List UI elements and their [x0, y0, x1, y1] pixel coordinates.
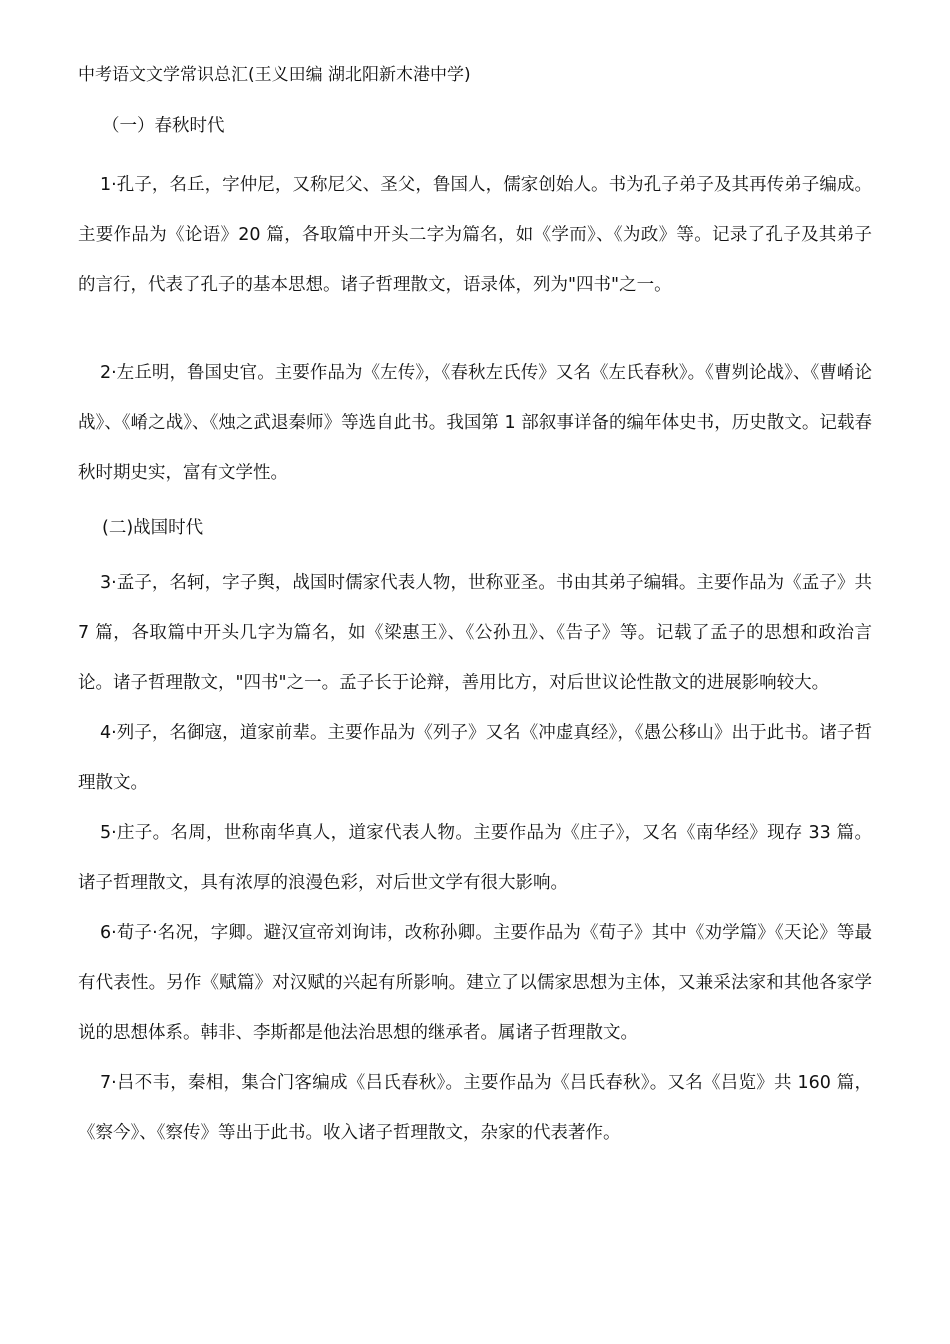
paragraph-zuo-qiuming: 2·左丘明，鲁国史官。主要作品为《左传》，《春秋左氏传》又名《左氏春秋》。《曹刿论战》、《曹崤论战》、《崤之战》、《烛之武退秦师》等选自此书。我国第 1 部叙事详备的编年体史书，历史散文。记载春秋时期史实，富有文学性。 — [78, 363, 872, 483]
paragraph-xunzi: 6·荀子·名况，字卿。避汉宣帝刘询讳，改称孙卿。主要作品为《荀子》其中《劝学篇》《天论》等最有代表性。另作《赋篇》对汉赋的兴起有所影响。建立了以儒家思想为主体，又兼采法家和其他各家学说的思想体系。韩非、李斯都是他法治思想的继承者。属诸子哲理散文。 — [78, 923, 872, 1043]
document-title: 中考语文文学常识总汇(王义田编 湖北阳新木港中学) — [78, 65, 471, 85]
section-heading-spring-autumn: （一）春秋时代 — [102, 116, 225, 136]
paragraph-confucius: 1·孔子，名丘，字仲尼，又称尼父、圣父，鲁国人，儒家创始人。书为孔子弟子及其再传弟子编成。主要作品为《论语》20 篇，各取篇中开头二字为篇名，如《学而》、《为政》等。记录了孔子及其弟子的言行，代表了孔子的基本思想。诸子哲理散文，语录体，列为"四书"之一。 — [78, 175, 872, 295]
document-body — [78, 110, 872, 1158]
section-heading-warring-states: (二)战国时代 — [102, 518, 204, 538]
paragraph-zhuangzi: 5·庄子。名周，世称南华真人，道家代表人物。主要作品为《庄子》，又名《南华经》现存 33 篇。诸子哲理散文，具有浓厚的浪漫色彩，对后世文学有很大影响。 — [78, 823, 872, 893]
paragraph-lu-buwei: 7·吕不韦，秦相，集合门客编成《吕氏春秋》。主要作品为《吕氏春秋》。又名《吕览》共 160 篇，《察今》、《察传》等出于此书。收入诸子哲理散文，杂家的代表著作。 — [78, 1073, 872, 1143]
paragraph-mencius: 3·孟子，名轲，字子舆，战国时儒家代表人物，世称亚圣。书由其弟子编辑。主要作品为《孟子》共 7 篇，各取篇中开头几字为篇名，如《梁惠王》、《公孙丑》、《告子》等。记载了孟子的思想和政治言论。诸子哲理散文，"四书"之一。孟子长于论辩，善用比方，对后世议论性散文的进展影响较大。 — [78, 573, 872, 693]
paragraph-liezi: 4·列子，名御寇，道家前辈。主要作品为《列子》又名《冲虚真经》，《愚公移山》出于此书。诸子哲理散文。 — [78, 723, 872, 793]
